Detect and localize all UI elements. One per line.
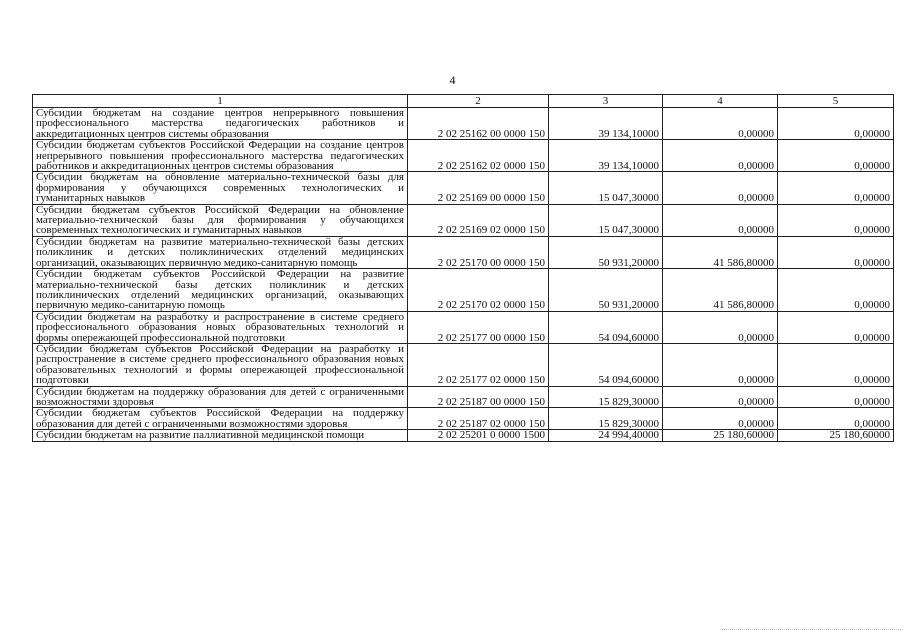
row-budget-code: 2 02 25170 02 0000 150 [408, 269, 549, 312]
row-value-col4: 0,00000 [663, 343, 778, 386]
table-row [33, 386, 894, 408]
row-value-col5: 0,00000 [778, 172, 894, 204]
row-value-col3: 54 094,60000 [549, 311, 663, 343]
row-description: Субсидии бюджетам на развитие материально-технической базы детских поликлиник и детских поликлинических отделений медицинских организаций, оказывающих первичную медико-санитарную помощь [33, 236, 408, 268]
row-value-col4: 0,00000 [663, 140, 778, 172]
row-value-col3: 54 094,60000 [549, 343, 663, 386]
table-row [33, 236, 894, 268]
table-row [33, 269, 894, 312]
table-row [33, 172, 894, 204]
page-number: 4 [449, 73, 456, 87]
row-budget-code: 2 02 25162 02 0000 150 [408, 140, 549, 172]
row-description: Субсидии бюджетам на создание центров непрерывного повышения профессионального мастерства педагогических работников и аккредитационных центров системы образования [33, 108, 408, 140]
row-value-col4: 0,00000 [663, 386, 778, 408]
row-budget-code: 2 02 25169 02 0000 150 [408, 204, 549, 236]
row-value-col5: 0,00000 [778, 408, 894, 430]
row-budget-code: 2 02 25201 0 0000 1500 [408, 430, 549, 441]
row-value-col5: 25 180,60000 [778, 430, 894, 441]
table-row [33, 430, 894, 441]
row-value-col5: 0,00000 [778, 140, 894, 172]
scan-artifact [721, 629, 901, 634]
row-value-col5: 0,00000 [778, 311, 894, 343]
row-budget-code: 2 02 25162 00 0000 150 [408, 108, 549, 140]
budget-table [32, 94, 894, 442]
row-value-col5: 0,00000 [778, 343, 894, 386]
row-budget-code: 2 02 25170 00 0000 150 [408, 236, 549, 268]
row-value-col4: 0,00000 [663, 108, 778, 140]
row-value-col3: 15 829,30000 [549, 386, 663, 408]
table-row [33, 204, 894, 236]
table-row [33, 108, 894, 140]
table-row [33, 408, 894, 430]
row-value-col5: 0,00000 [778, 269, 894, 312]
row-budget-code: 2 02 25177 02 0000 150 [408, 343, 549, 386]
row-description: Субсидии бюджетам на обновление материально-технической базы для формирования у обучающихся современных технологических и гуманитарных навыков [33, 172, 408, 204]
row-budget-code: 2 02 25187 00 0000 150 [408, 386, 549, 408]
column-header-4: 4 [663, 95, 778, 108]
row-description: Субсидии бюджетам на поддержку образования для детей с ограниченными возможностями здоровья [33, 386, 408, 408]
row-value-col4: 0,00000 [663, 172, 778, 204]
row-description: Субсидии бюджетам на разработку и распространение в системе среднего профессионального образования новых образовательных технологий и формы опережающей профессиональной подготовки [33, 311, 408, 343]
row-value-col5: 0,00000 [778, 236, 894, 268]
column-header-5: 5 [778, 95, 894, 108]
row-description: Субсидии бюджетам субъектов Российской Федерации на разработку и распространение в системе среднего профессионального образования новых образовательных технологий и формы опережающей профессиональной подготовки [33, 343, 408, 386]
row-description: Субсидии бюджетам субъектов Российской Федерации на поддержку образования для детей с ограниченными возможностями здоровья [33, 408, 408, 430]
row-budget-code: 2 02 25177 00 0000 150 [408, 311, 549, 343]
row-value-col3: 50 931,20000 [549, 269, 663, 312]
row-value-col3: 39 134,10000 [549, 108, 663, 140]
table-row [33, 343, 894, 386]
row-budget-code: 2 02 25187 02 0000 150 [408, 408, 549, 430]
table-row [33, 140, 894, 172]
row-value-col3: 24 994,40000 [549, 430, 663, 441]
row-description: Субсидии бюджетам субъектов Российской Федерации на развитие материально-технической базы детских поликлиник и детских поликлинических отделений медицинских организаций, оказывающих первичную медико-санитарную помощь [33, 269, 408, 312]
row-budget-code: 2 02 25169 00 0000 150 [408, 172, 549, 204]
row-value-col3: 15 047,30000 [549, 172, 663, 204]
column-header-3: 3 [549, 95, 663, 108]
row-value-col4: 0,00000 [663, 204, 778, 236]
row-value-col5: 0,00000 [778, 386, 894, 408]
row-description: Субсидии бюджетам на развитие паллиативной медицинской помощи [33, 430, 408, 441]
row-value-col5: 0,00000 [778, 204, 894, 236]
row-value-col4: 0,00000 [663, 408, 778, 430]
row-value-col4: 25 180,60000 [663, 430, 778, 441]
row-value-col3: 39 134,10000 [549, 140, 663, 172]
row-value-col3: 15 829,30000 [549, 408, 663, 430]
row-value-col3: 15 047,30000 [549, 204, 663, 236]
column-header-2: 2 [408, 95, 549, 108]
row-value-col5: 0,00000 [778, 108, 894, 140]
row-value-col4: 0,00000 [663, 311, 778, 343]
row-description: Субсидии бюджетам субъектов Российской Федерации на обновление материально-технической базы для формирования у обучающихся современных технологических и гуманитарных навыков [33, 204, 408, 236]
column-header-row [33, 95, 894, 108]
row-description: Субсидии бюджетам субъектов Российской Федерации на создание центров непрерывного повышения профессионального мастерства педагогических работников и аккредитационных центров системы образования [33, 140, 408, 172]
row-value-col3: 50 931,20000 [549, 236, 663, 268]
table-row [33, 311, 894, 343]
row-value-col4: 41 586,80000 [663, 236, 778, 268]
column-header-1: 1 [33, 95, 408, 108]
row-value-col4: 41 586,80000 [663, 269, 778, 312]
